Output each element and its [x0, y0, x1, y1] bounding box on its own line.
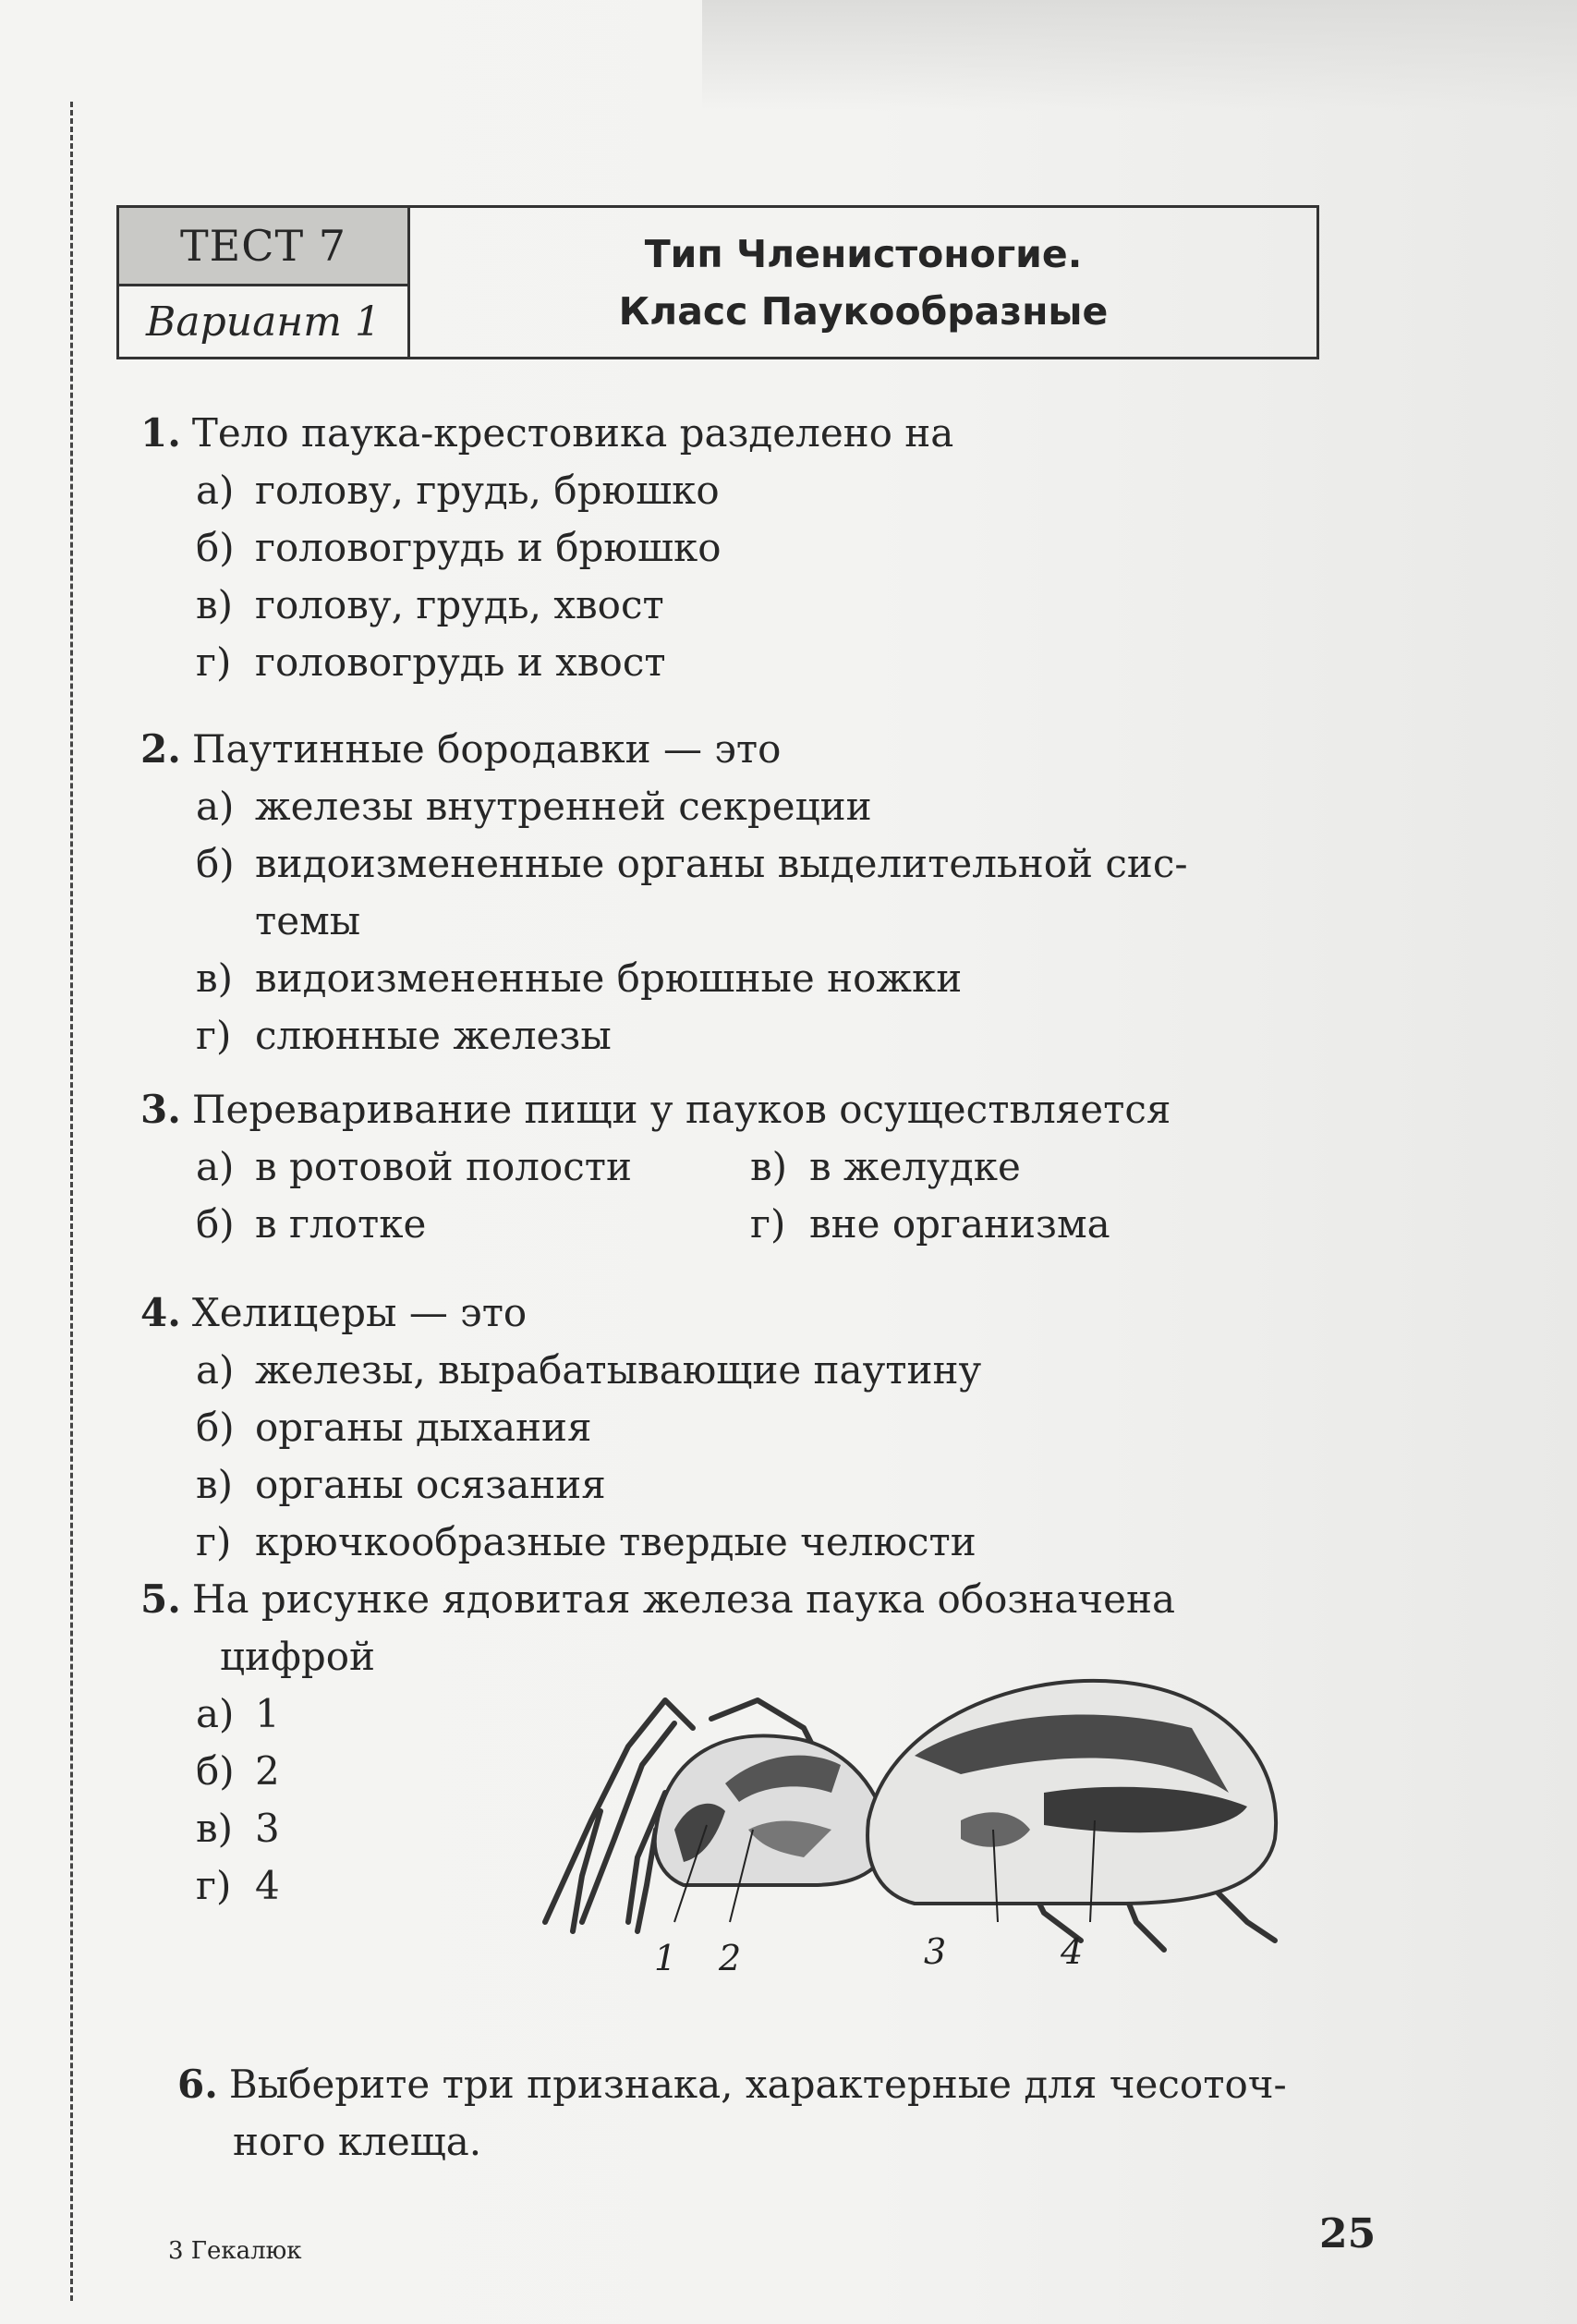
- option-letter: б): [196, 1748, 235, 1794]
- option-text: вне организма: [809, 1201, 1110, 1247]
- option-text-continuation: темы: [255, 898, 361, 943]
- option-text: голову, грудь, хвост: [255, 582, 664, 627]
- option-d: [750, 1196, 1212, 1253]
- option-letter: г): [196, 1013, 232, 1058]
- question-body: Паутинные бородавки — это: [191, 726, 782, 772]
- question-text-continuation: ного клеща.: [233, 2119, 482, 2164]
- option-letter: в): [196, 955, 234, 1001]
- option-letter: б): [196, 1201, 235, 1247]
- figure-label-4: 4: [1061, 1931, 1084, 1972]
- question-body: Выберите три признака, характерные для чесоточ-: [228, 2062, 1287, 2107]
- option-text: видоизмененные брюшные ножки: [255, 955, 963, 1001]
- option-c: [750, 1138, 1212, 1196]
- option-b: [140, 1399, 1351, 1456]
- option-text: видоизмененные органы выделительной сис-: [255, 841, 1188, 886]
- question-text: [140, 1081, 1351, 1138]
- bleed-through-shadow: [702, 0, 1577, 111]
- option-letter: а): [196, 1691, 235, 1736]
- page-number: 25: [1319, 2210, 1377, 2257]
- option-text: органы осязания: [255, 1462, 606, 1507]
- option-b: [196, 1196, 750, 1253]
- question-text: [140, 1571, 1360, 1628]
- option-text: железы, вырабатывающие паутину: [255, 1347, 982, 1393]
- test-header: [116, 205, 1319, 359]
- option-text: железы внутренней секреции: [255, 784, 872, 829]
- option-b: [140, 519, 1351, 577]
- cut-line: [70, 102, 73, 2301]
- variant-label: Вариант 1: [146, 298, 381, 346]
- option-d: [140, 1007, 1351, 1065]
- option-c: [140, 1456, 1351, 1514]
- footer-signature: 3 Гекалюк: [168, 2237, 302, 2265]
- option-letter: в): [750, 1144, 788, 1189]
- question-text: [177, 2056, 1369, 2113]
- title-line-1: Тип Членистоногие.: [644, 231, 1083, 276]
- question-3: [140, 1081, 1351, 1253]
- option-text: головогрудь и хвост: [255, 639, 666, 685]
- test-title: [410, 208, 1316, 357]
- option-text: 4: [255, 1863, 280, 1908]
- option-text: головогрудь и брюшко: [255, 525, 722, 570]
- option-text: 3: [255, 1806, 280, 1851]
- question-number: 6.: [177, 2062, 218, 2107]
- option-c: [140, 577, 1351, 634]
- option-letter: г): [196, 1863, 232, 1908]
- option-text: в ротовой полости: [255, 1144, 632, 1189]
- option-letter: в): [196, 1806, 234, 1851]
- question-text: [140, 405, 1351, 462]
- spider-body: [655, 1681, 1276, 1904]
- option-letter: а): [196, 1144, 235, 1189]
- question-number: 1.: [140, 410, 181, 456]
- option-a: [140, 1342, 1351, 1399]
- option-letter: б): [196, 841, 235, 886]
- option-text: слюнные железы: [255, 1013, 612, 1058]
- question-text: [140, 721, 1351, 778]
- question-body: Переваривание пищи у пауков осуществляется: [191, 1087, 1171, 1132]
- option-a: [196, 1138, 750, 1196]
- test-label: ТЕСТ 7: [119, 208, 407, 286]
- question-body: Хелицеры — это: [191, 1290, 528, 1335]
- question-number: 4.: [140, 1290, 181, 1335]
- option-letter: г): [196, 1519, 232, 1564]
- question-1: [140, 405, 1351, 691]
- option-text: в глотке: [255, 1201, 427, 1247]
- option-a: [140, 462, 1351, 519]
- question-text: [140, 1284, 1351, 1342]
- option-text: голову, грудь, брюшко: [255, 468, 720, 513]
- option-text: органы дыхания: [255, 1405, 592, 1450]
- option-text: 1: [255, 1691, 280, 1736]
- option-letter: г): [750, 1201, 786, 1247]
- option-letter: в): [196, 1462, 234, 1507]
- figure-labels: [654, 1931, 1083, 1978]
- question-text-continuation: цифрой: [220, 1634, 376, 1679]
- question-body: На рисунке ядовитая железа паука обозначена: [191, 1576, 1176, 1622]
- test-id-block: [119, 208, 410, 357]
- options-grid: [140, 1138, 1351, 1253]
- option-letter: б): [196, 525, 235, 570]
- option-letter: б): [196, 1405, 235, 1450]
- option-c: [140, 950, 1351, 1007]
- question-number: 2.: [140, 726, 181, 772]
- question-body: Тело паука-крестовика разделено на: [191, 410, 954, 456]
- option-b: [140, 835, 1351, 950]
- option-a: [140, 778, 1351, 835]
- figure-label-2: 2: [719, 1938, 742, 1978]
- figure-label-1: 1: [654, 1938, 677, 1978]
- question-2: [140, 721, 1351, 1065]
- question-number: 3.: [140, 1087, 181, 1132]
- option-text: крючкообразные твердые челюсти: [255, 1519, 977, 1564]
- question-6: [177, 2056, 1369, 2171]
- question-4: [140, 1284, 1351, 1571]
- option-letter: г): [196, 639, 232, 685]
- spider-anatomy-figure: [527, 1645, 1330, 1987]
- option-d: [140, 634, 1351, 691]
- option-d: [140, 1514, 1351, 1571]
- figure-label-3: 3: [924, 1931, 947, 1972]
- question-number: 5.: [140, 1576, 181, 1622]
- option-text: 2: [255, 1748, 280, 1794]
- option-letter: а): [196, 468, 235, 513]
- title-line-2: Класс Паукообразные: [618, 288, 1109, 334]
- option-letter: в): [196, 582, 234, 627]
- option-text: в желудке: [809, 1144, 1021, 1189]
- option-letter: а): [196, 1347, 235, 1393]
- option-letter: а): [196, 784, 235, 829]
